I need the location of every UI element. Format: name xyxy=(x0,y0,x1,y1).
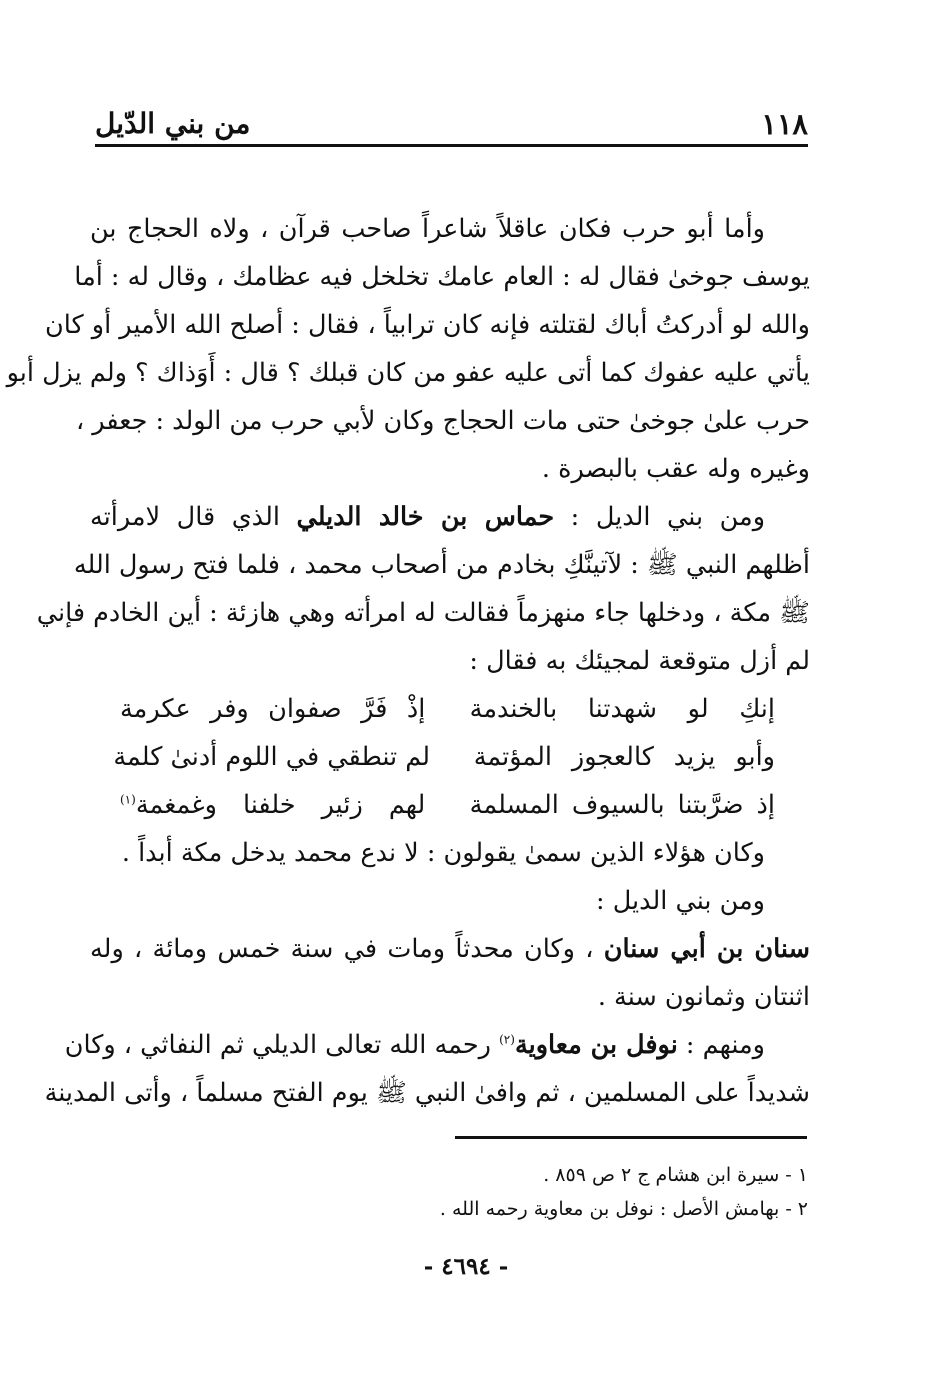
text-line: شديداً على المسلمين ، ثم وافىٰ النبي ﷺ يوم الفتح مسلماً ، وأتى المدينة xyxy=(44,1078,810,1108)
text-line-sinan xyxy=(90,925,810,973)
poem-second-hemistich xyxy=(120,781,425,829)
poem-verse xyxy=(90,685,810,733)
footnote-rule xyxy=(455,1136,807,1139)
line-suffix: الذي قال لامرأته xyxy=(90,502,280,532)
footnote-1: ١ - سيرة ابن هشام ج ٢ ص ٨٥٩ . xyxy=(543,1164,808,1186)
text-line: يوسف جوخىٰ فقال له : العام عامك تخلخل فيه عظامك ، وقال له : أما xyxy=(74,262,810,292)
running-title: من بني الدّيل xyxy=(95,107,251,140)
text-line: والله لو أدركتُ أباك لقتلته فإنه كان ترابياً ، فقال : أصلح الله الأمير أو كان xyxy=(45,310,810,340)
text-line: حرب علىٰ جوخىٰ حتى مات الحجاج وكان لأبي حرب من الولد : جعفر ، xyxy=(75,406,810,436)
folio-number: - ٤٦٩٤ - xyxy=(423,1253,509,1280)
footnote-ref: (٢) xyxy=(499,1032,515,1047)
poem-first-hemistich: إذ ضرَّبتنا بالسيوف المسلمة xyxy=(469,790,775,820)
footnote-2: ٢ - بهامش الأصل : نوفل بن معاوية رحمه الله . xyxy=(439,1198,808,1220)
poem-second-hemistich: إذْ فَرَّ صفوان وفر عكرمة xyxy=(119,694,426,724)
poem-first-hemistich: وأبو يزيد كالعجوز المؤتمة xyxy=(473,742,775,772)
main-text xyxy=(6,205,810,1117)
person-name-nawfal: نوفل بن معاوية xyxy=(514,1030,678,1060)
text-line-nawfal xyxy=(64,1021,810,1069)
page-header xyxy=(95,92,808,142)
poem-first-hemistich: إنكِ لو شهدتنا بالخندمة xyxy=(469,694,775,724)
text-line: يأتي عليه عفوك كما أتى عليه عفو من كان قبلك ؟ قال : أَوَذاك ؟ ولم يزل أبو xyxy=(6,358,810,388)
poem-verse xyxy=(90,781,810,829)
person-name-sinan: سنان بن أبي سنان xyxy=(603,934,810,964)
poem-second-hemistich: لم تنطقي في اللوم أدنىٰ كلمة xyxy=(113,742,430,772)
person-name-hammas: حماس بن خالد الديلي xyxy=(296,502,555,532)
text-line: أظلهم النبي ﷺ : لآتينَّكِ بخادم من أصحاب محمد ، فلما فتح رسول الله xyxy=(73,550,810,580)
text-line: ﷺ مكة ، ودخلها جاء منهزماً فقالت له امرأته وهي هازئة : أين الخادم فإني xyxy=(36,598,810,628)
line-suffix: رحمه الله تعالى الديلي ثم النفاثي ، وكان xyxy=(64,1030,491,1060)
text-line: وكان هؤلاء الذين سمىٰ يقولون : لا ندع محمد يدخل مكة أبداً . xyxy=(121,838,765,868)
poem-verse xyxy=(90,733,810,781)
hemistich-text: لهم زئير خلفنا وغمغمة xyxy=(135,790,426,820)
page-number: ١١٨ xyxy=(761,107,808,141)
line-prefix: ومنهم : xyxy=(685,1030,765,1060)
header-rule xyxy=(95,144,808,147)
text-line: لم أزل متوقعة لمجيئك به فقال : xyxy=(469,646,810,676)
line-prefix: ومن بني الديل : xyxy=(570,502,766,532)
line-suffix: ، وكان محدثاً ومات في سنة خمس ومائة ، وله xyxy=(90,934,594,964)
text-line: ومن بني الديل : xyxy=(596,886,765,916)
footnotes xyxy=(300,1158,808,1226)
footnote-ref: (١) xyxy=(119,792,136,807)
text-line: وغيره وله عقب بالبصرة . xyxy=(541,454,810,484)
text-line: وأما أبو حرب فكان عاقلاً شاعراً صاحب قرآن ، ولاه الحجاج بن xyxy=(90,214,765,244)
text-line-hammas xyxy=(90,493,810,541)
text-line: اثنتان وثمانون سنة . xyxy=(597,982,810,1012)
